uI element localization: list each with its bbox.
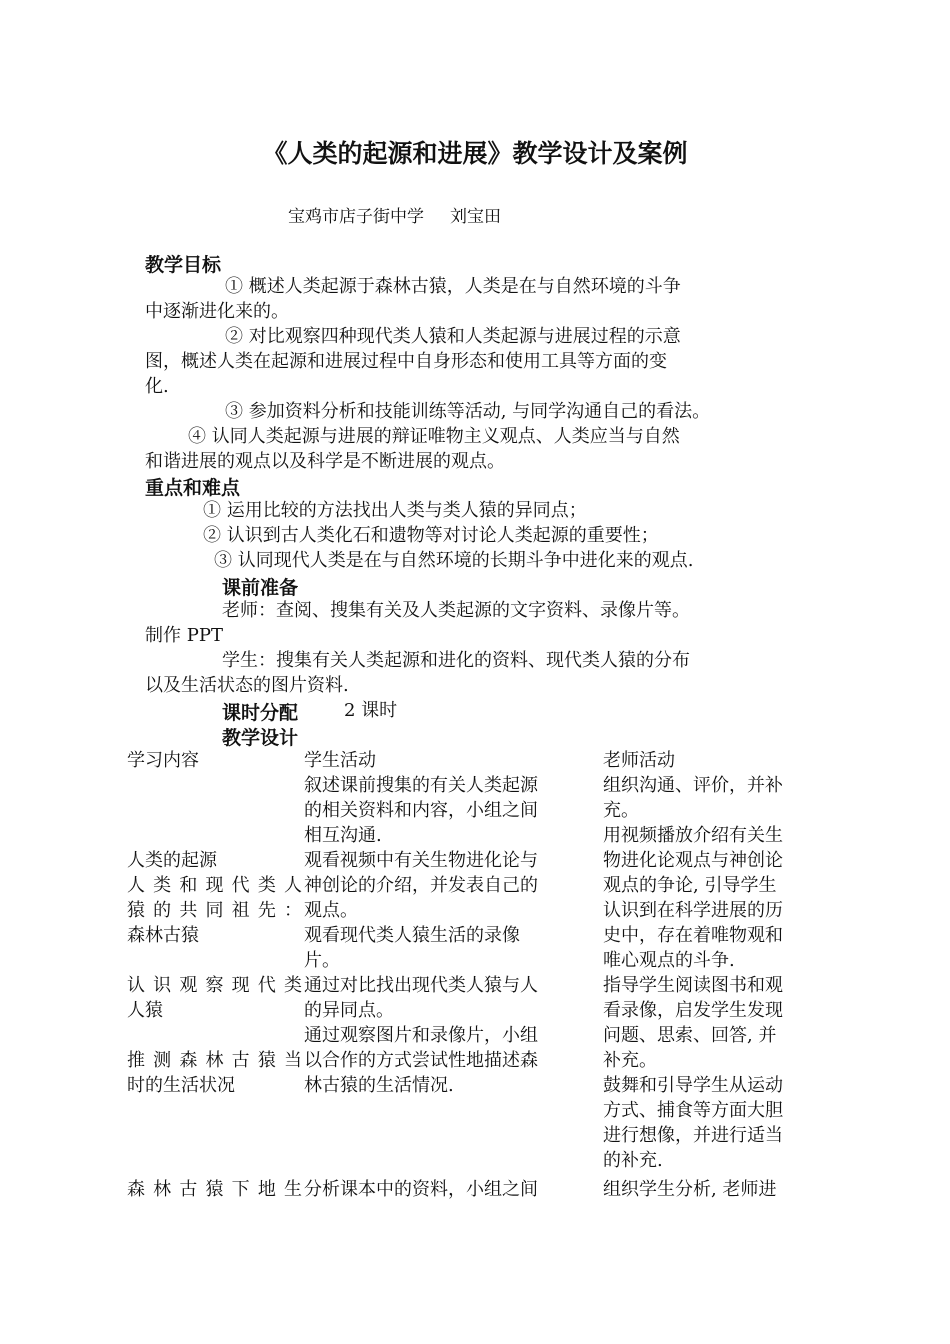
teacher-activity-line: 补充。 — [603, 1050, 657, 1071]
prep-teacher-line-1: 老师：查阅、搜集有关及人类起源的文字资料、录像片等。 — [222, 600, 690, 621]
content-cell: 森林古猿下地生 — [127, 1179, 302, 1200]
content-cell: 人类的起源 — [127, 850, 217, 871]
objective-2-line-3: 化. — [145, 376, 169, 397]
prep-student-line-1: 学生：搜集有关人类起源和进化的资料、现代类人猿的分布 — [222, 650, 690, 671]
content-cell: 推测森林古猿当 — [127, 1050, 302, 1071]
prep-heading: 课前准备 — [222, 577, 299, 599]
student-activity-line: 通过对比找出现代类人猿与人 — [304, 975, 538, 996]
student-activity-line: 相互沟通. — [304, 825, 382, 846]
student-activity-line: 的相关资料和内容，小组之间 — [304, 800, 538, 821]
table-header-teacher: 老师活动 — [603, 750, 675, 771]
student-activity-line: 的异同点。 — [304, 1000, 394, 1021]
document-title: 《人类的起源和进展》教学设计及案例 — [262, 139, 688, 168]
author-school: 宝鸡市店子街中学 — [288, 207, 424, 227]
prep-teacher-line-2: 制作 PPT — [145, 625, 223, 646]
teacher-activity-line: 组织沟通、评价，并补 — [603, 775, 783, 796]
objective-1-line-1: ① 概述人类起源于森林古猿，人类是在与自然环境的斗争 — [225, 276, 681, 297]
teacher-activity-line: 方式、捕食等方面大胆 — [603, 1100, 783, 1121]
student-activity-line: 通过观察图片和录像片，小组 — [304, 1025, 538, 1046]
content-cell: 人类和现代类人 — [127, 875, 302, 896]
teacher-activity-line: 物进化论观点与神创论 — [603, 850, 783, 871]
table-header-content: 学习内容 — [127, 750, 199, 771]
keypoint-2: ② 认识到古人类化石和遗物等对讨论人类起源的重要性； — [203, 525, 659, 546]
student-activity-line: 分析课本中的资料，小组之间 — [304, 1179, 538, 1200]
objective-2-line-1: ② 对比观察四种现代类人猿和人类起源与进展过程的示意 — [225, 326, 681, 347]
content-cell: 森林古猿 — [127, 925, 199, 946]
content-cell: 猿的共同祖先： — [127, 900, 302, 921]
keypoint-1: ① 运用比较的方法找出人类与类人猿的异同点； — [203, 500, 587, 521]
hours-label: 课时分配 — [222, 702, 299, 724]
author-line — [288, 202, 501, 227]
objectives-heading: 教学目标 — [145, 254, 222, 276]
content-cell: 人猿 — [127, 1000, 163, 1021]
objective-2-line-2: 图，概述人类在起源和进展过程中自身形态和使用工具等方面的变 — [145, 351, 667, 372]
author-name: 刘宝田 — [450, 207, 501, 227]
teacher-activity-line: 观点的争论, 引导学生 — [603, 875, 777, 896]
design-heading: 教学设计 — [222, 727, 299, 749]
student-activity-line: 观看视频中有关生物进化论与 — [304, 850, 538, 871]
teacher-activity-line: 鼓舞和引导学生从运动 — [603, 1075, 783, 1096]
objective-3-line-1: ③ 参加资料分析和技能训练等活动, 与同学沟通自己的看法。 — [225, 401, 711, 422]
student-activity-line: 林古猿的生活情况. — [304, 1075, 454, 1096]
student-activity-line: 观看现代类人猿生活的录像 — [304, 925, 520, 946]
student-activity-line: 神创论的介绍，并发表自己的 — [304, 875, 538, 896]
teacher-activity-line: 问题、思索、回答, 并 — [603, 1025, 777, 1046]
teacher-activity-line: 史中，存在着唯物观和 — [603, 925, 783, 946]
prep-student-line-2: 以及生活状态的图片资料. — [145, 675, 349, 696]
keypoint-3: ③ 认同现代人类是在与自然环境的长期斗争中进化来的观点. — [214, 550, 694, 571]
content-cell: 认识观察现代类 — [127, 975, 302, 996]
teacher-activity-line: 进行想像，并进行适当 — [603, 1125, 783, 1146]
teacher-activity-line: 唯心观点的斗争. — [603, 950, 735, 971]
teacher-activity-line: 指导学生阅读图书和观 — [603, 975, 783, 996]
student-activity-line: 以合作的方式尝试性地描述森 — [304, 1050, 538, 1071]
objective-4-line-2: 和谐进展的观点以及科学是不断进展的观点。 — [145, 451, 505, 472]
student-activity-line: 观点。 — [304, 900, 358, 921]
student-activity-line: 叙述课前搜集的有关人类起源 — [304, 775, 538, 796]
content-cell: 时的生活状况 — [127, 1075, 235, 1096]
teacher-activity-line: 充。 — [603, 800, 639, 821]
teacher-activity-line: 组织学生分析, 老师进 — [603, 1179, 777, 1200]
objective-1-line-2: 中逐渐进化来的。 — [145, 301, 289, 322]
student-activity-line: 片。 — [304, 950, 340, 971]
teacher-activity-line: 用视频播放介绍有关生 — [603, 825, 783, 846]
objective-4-line-1: ④ 认同人类起源与进展的辩证唯物主义观点、人类应当与自然 — [188, 426, 680, 447]
teacher-activity-line: 的补充. — [603, 1150, 663, 1171]
keypoints-heading: 重点和难点 — [145, 477, 241, 499]
hours-value: 2 课时 — [344, 700, 398, 721]
teacher-activity-line: 认识到在科学进展的历 — [603, 900, 783, 921]
table-header-student: 学生活动 — [304, 750, 376, 771]
teacher-activity-line: 看录像，启发学生发现 — [603, 1000, 783, 1021]
